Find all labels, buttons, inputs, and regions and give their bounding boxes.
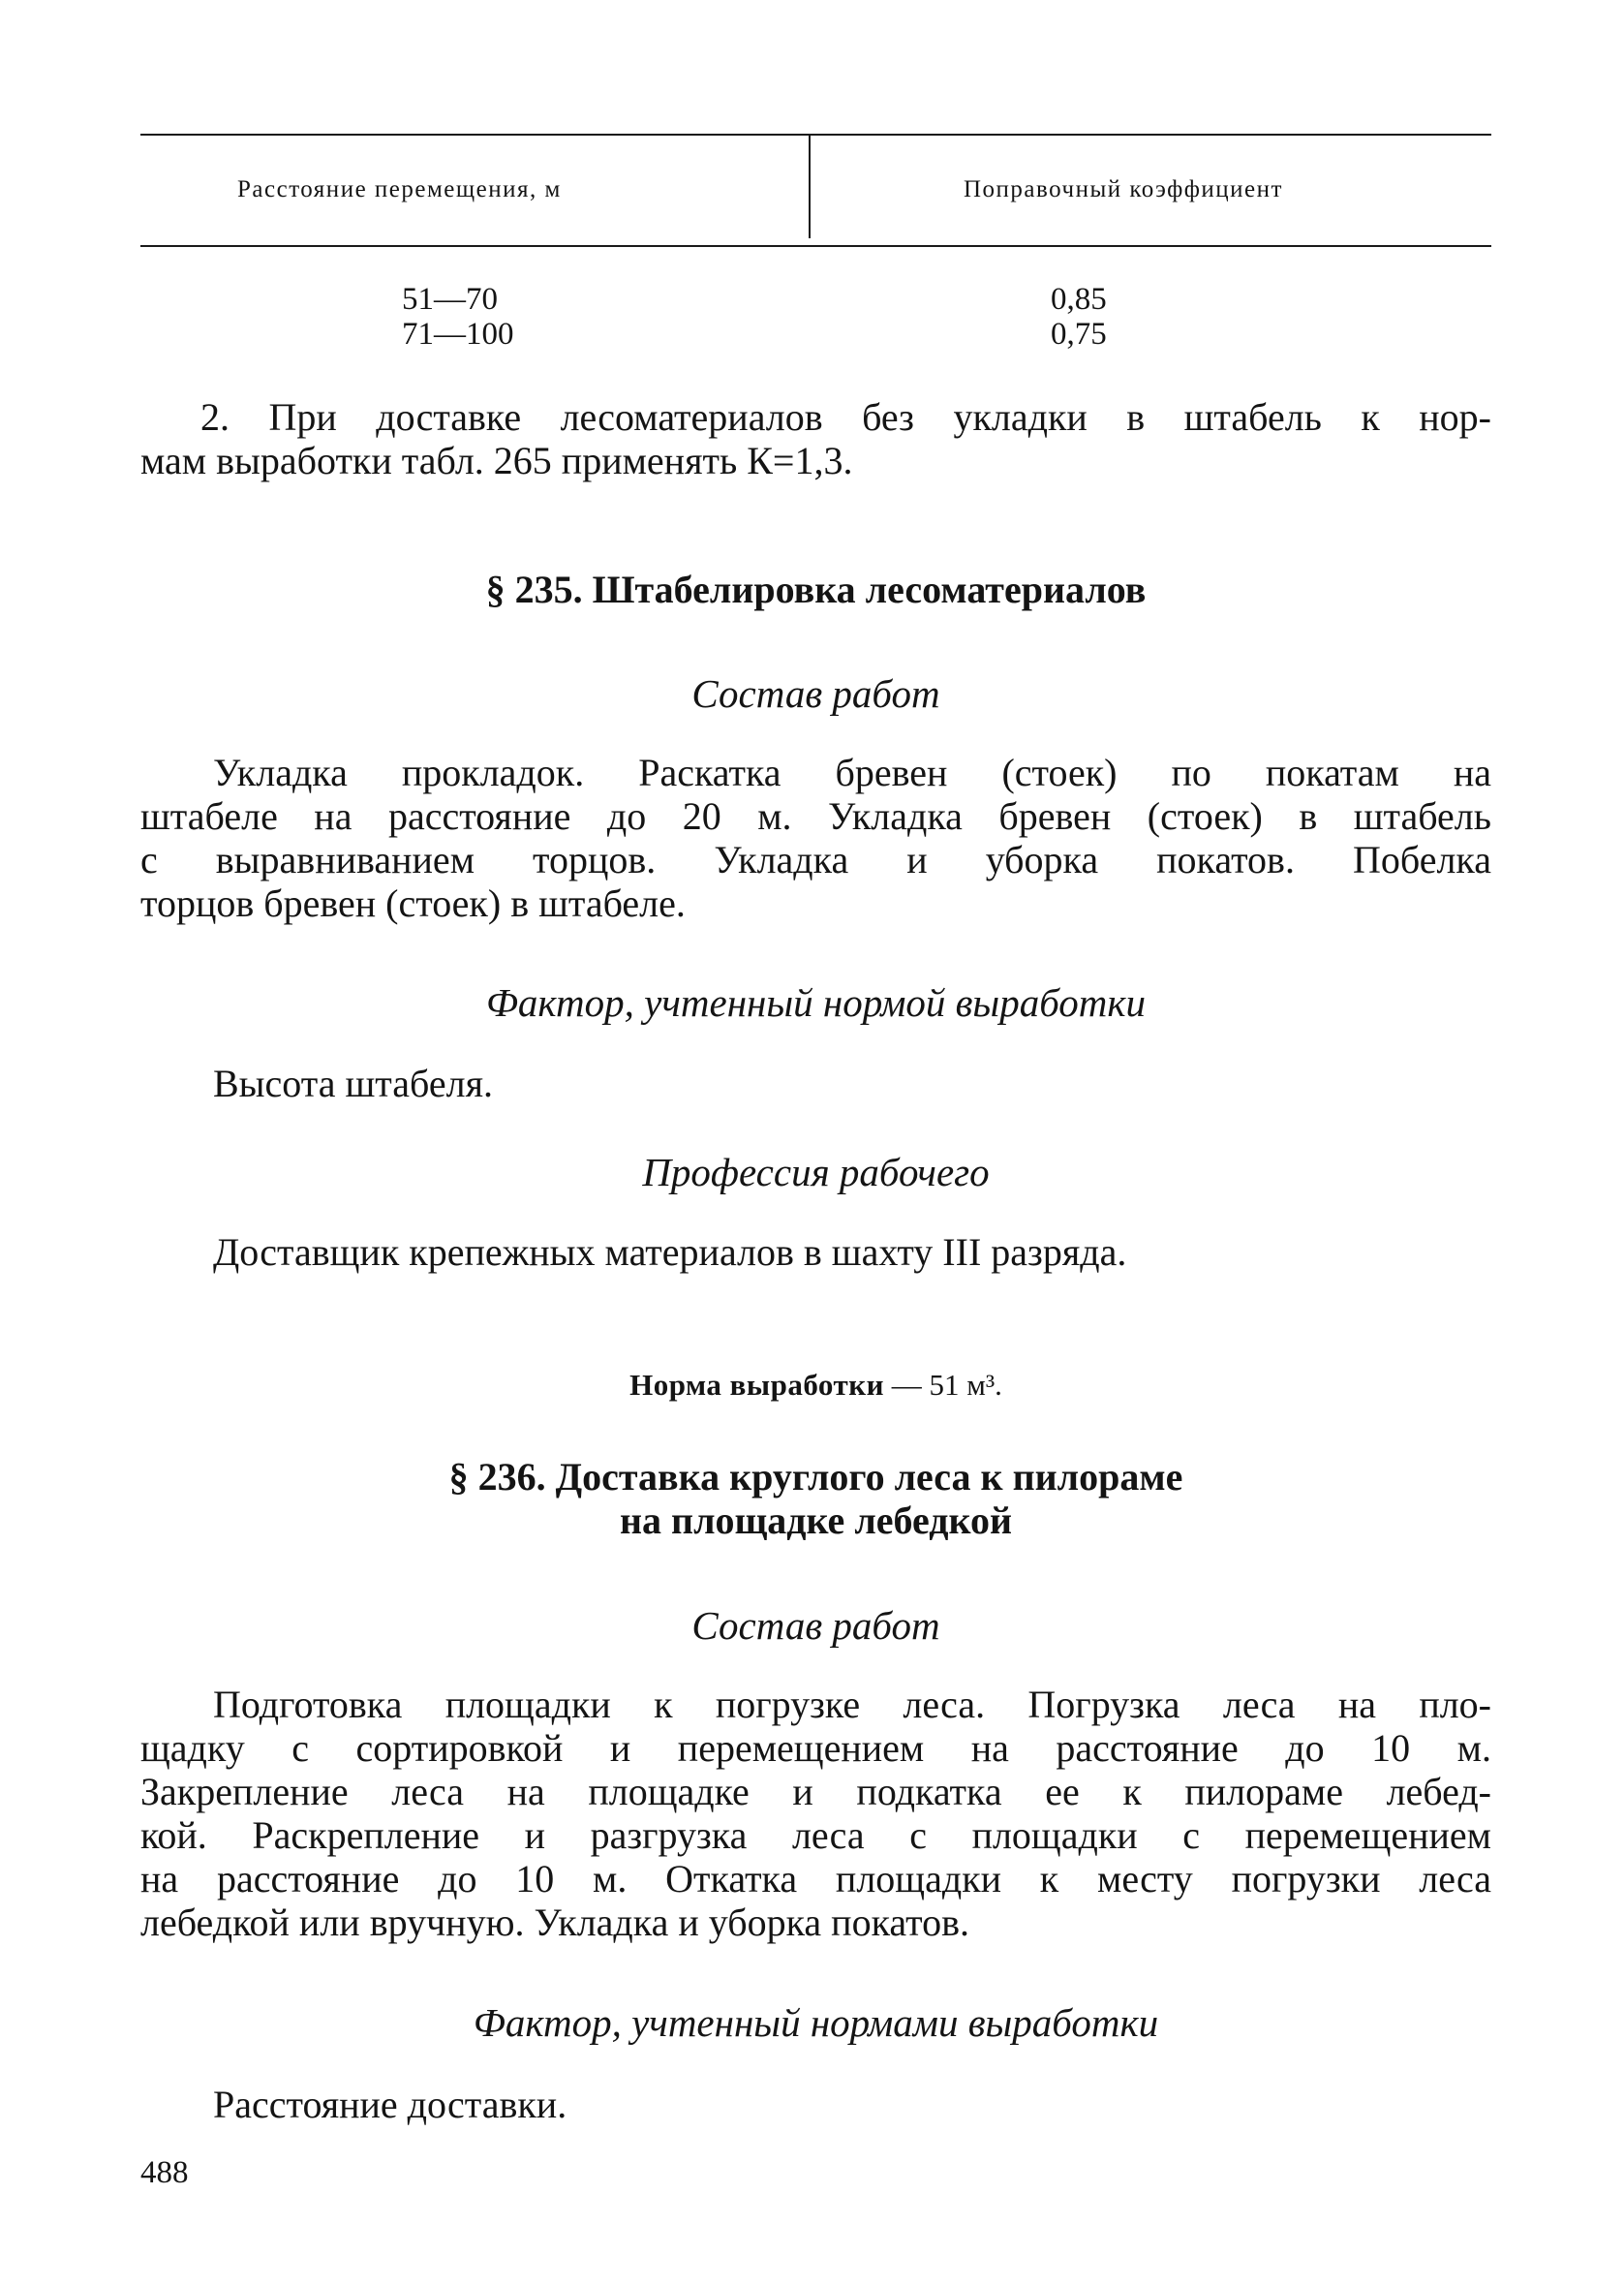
section-236-work-line: на расстояние до 10 м. Откатка площадки к месту погрузки леса: [140, 1857, 1491, 1901]
section-235-work-line: Укладка прокладок. Раскатка бревен (стоек) по покатам на: [213, 751, 1491, 794]
section-236-work-line: Закрепление леса на площадке и подкатка ее к пилораме лебед-: [140, 1770, 1491, 1813]
page-number: 488: [140, 2155, 189, 2190]
section-236-title: § 236. Доставка круглого леса к пилораме: [448, 1455, 1183, 1499]
document-page: [140, 126, 1491, 2257]
section-235-title: § 235. Штабелировка лесоматериалов: [485, 568, 1147, 611]
table-header-rule: [140, 245, 1491, 247]
section-235-norm: [140, 1368, 1491, 1403]
section-235-factor-text: Высота штабеля.: [213, 1062, 493, 1105]
section-236-work-line: щадку с сортировкой и перемещением на расстояние до 10 м.: [140, 1726, 1491, 1770]
section-235-work-line: с выравниванием торцов. Укладка и уборка покатов. Побелка: [140, 838, 1491, 881]
section-236-factor-text: Расстояние доставки.: [213, 2083, 567, 2126]
table-header-distance: Расстояние перемещения, м: [237, 176, 562, 202]
section-236-work-line: кой. Раскрепление и разгрузка леса с площадки с перемещением: [140, 1813, 1491, 1857]
note-2-line: 2. При доставке лесоматериалов без укладки в штабель к нор-: [200, 395, 1491, 439]
section-235-profession-heading: Профессия рабочего: [642, 1150, 990, 1194]
table-top-rule: [140, 134, 1491, 136]
table-column-divider: [809, 134, 811, 238]
note-2-line: мам выработки табл. 265 применять К=1,3.: [140, 439, 853, 482]
section-235-work-line: торцов бревен (стоек) в штабеле.: [140, 881, 686, 925]
table-cell-coefficient: 0,85: [1051, 282, 1107, 317]
section-236-work-line: Подготовка площадки к погрузке леса. Погрузка леса на пло-: [213, 1683, 1491, 1726]
section-236-work-heading: Состав работ: [691, 1603, 940, 1648]
table-cell-distance: 51—70: [402, 282, 498, 317]
table-cell-coefficient: 0,75: [1051, 317, 1107, 352]
note-2-paragraph: [140, 395, 1491, 482]
section-236-work-paragraph: [140, 1683, 1491, 1944]
section-236-factor-heading: Фактор, учтенный нормами выработки: [473, 2000, 1159, 2045]
section-235-work-heading: Состав работ: [691, 671, 940, 716]
section-235-factor-heading: Фактор, учтенный нормой выработки: [485, 980, 1147, 1025]
section-236-work-line: лебедкой или вручную. Укладка и уборка покатов.: [140, 1901, 969, 1944]
section-235-work-paragraph: [140, 751, 1491, 925]
section-236-title-line-2: на площадке лебедкой: [619, 1499, 1013, 1542]
table-cell-distance: 71—100: [402, 317, 514, 352]
norm-value: — 51 м³.: [891, 1368, 1002, 1402]
section-235-work-line: штабеле на расстояние до 20 м. Укладка бревен (стоек) в штабель: [140, 794, 1491, 838]
table-header-coefficient: Поправочный коэффициент: [964, 176, 1283, 202]
norm-label: Норма выработки: [629, 1368, 884, 1402]
section-235-profession-text: Доставщик крепежных материалов в шахту III разряда.: [213, 1230, 1127, 1274]
